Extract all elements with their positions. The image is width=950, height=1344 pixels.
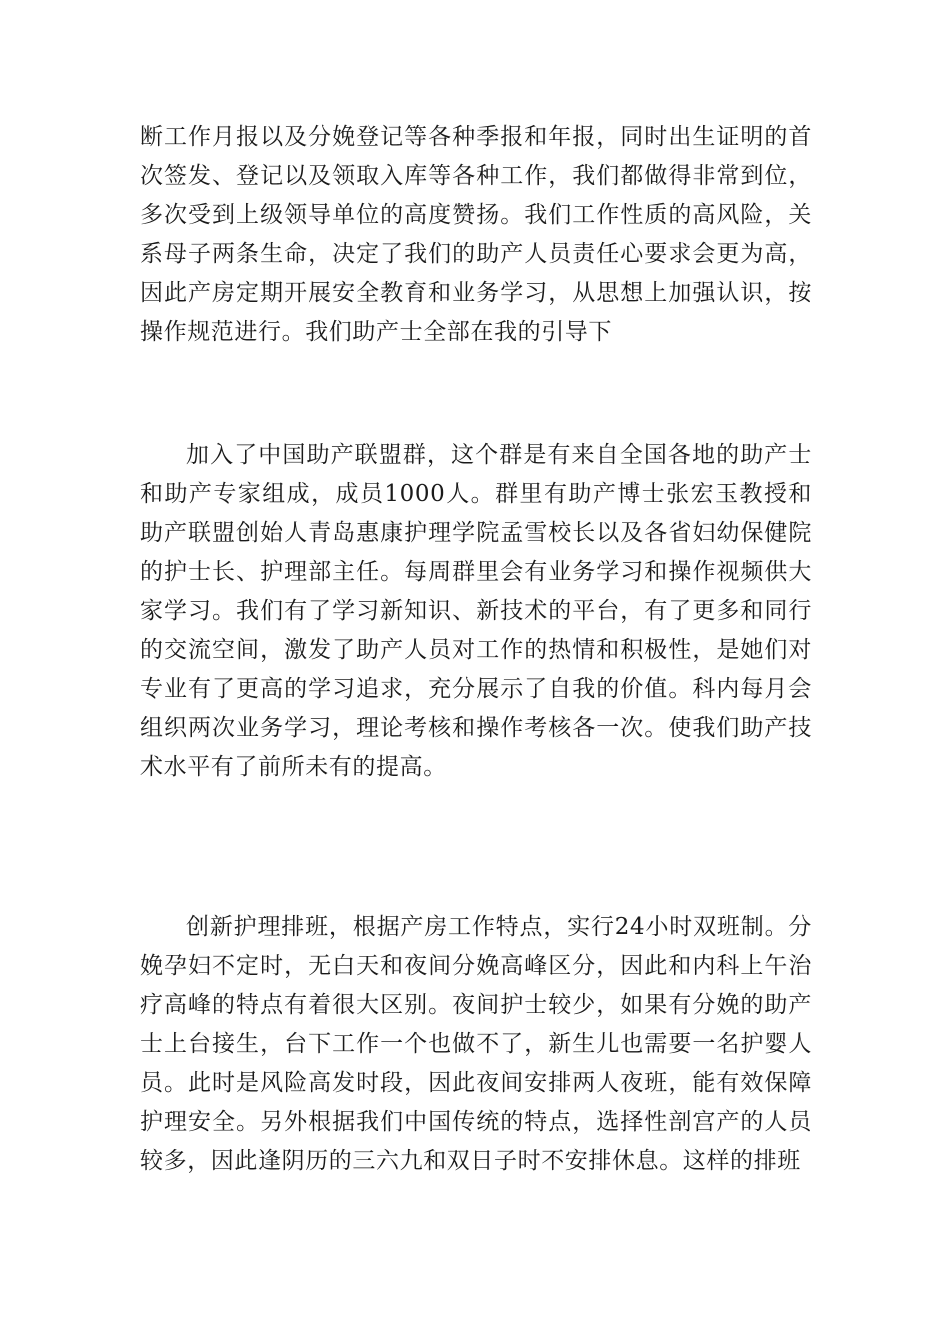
paragraph-shift-scheduling: 创新护理排班，根据产房工作特点，实行24小时双班制。分娩孕妇不定时，无白天和夜间分娩高峰区分，因此和内科上午治疗高峰的特点有着很大区别。夜间护士较少，如果有分娩的助产士上台接生，台下工作一个也做不了，新生儿也需要一名护婴人员。此时是风险高发时段，因此夜间安排两人夜班，能有效保障护理安全。另外根据我们中国传统的特点，选择性剖宫产的人员较多，因此逢阴历的三六九和双日子时不安排休息。这样的排班 [140, 914, 812, 1174]
paragraph-midwife-alliance: 加入了中国助产联盟群，这个群是有来自全国各地的助产士和助产专家组成，成员1000人。群里有助产博士张宏玉教授和助产联盟创始人青岛惠康护理学院孟雪校长以及各省妇幼保健院的护士长、护理部主任。每周群里会有业务学习和操作视频供大家学习。我们有了学习新知识、新技术的平台，有了更多和同行的交流空间，激发了助产人员对工作的热情和积极性，是她们对专业有了更高的学习追求，充分展示了自我的价值。科内每月会组织两次业务学习，理论考核和操作考核各一次。使我们助产技术水平有了前所未有的提高。 [140, 442, 812, 780]
paragraph-continuation: 断工作月报以及分娩登记等各种季报和年报，同时出生证明的首次签发、登记以及领取入库等各种工作，我们都做得非常到位，多次受到上级领导单位的高度赞扬。我们工作性质的高风险，关系母子两条生命，决定了我们的助产人员责任心要求会更为高，因此产房定期开展安全教育和业务学习，从思想上加强认识，按操作规范进行。我们助产士全部在我的引导下 [140, 124, 812, 345]
